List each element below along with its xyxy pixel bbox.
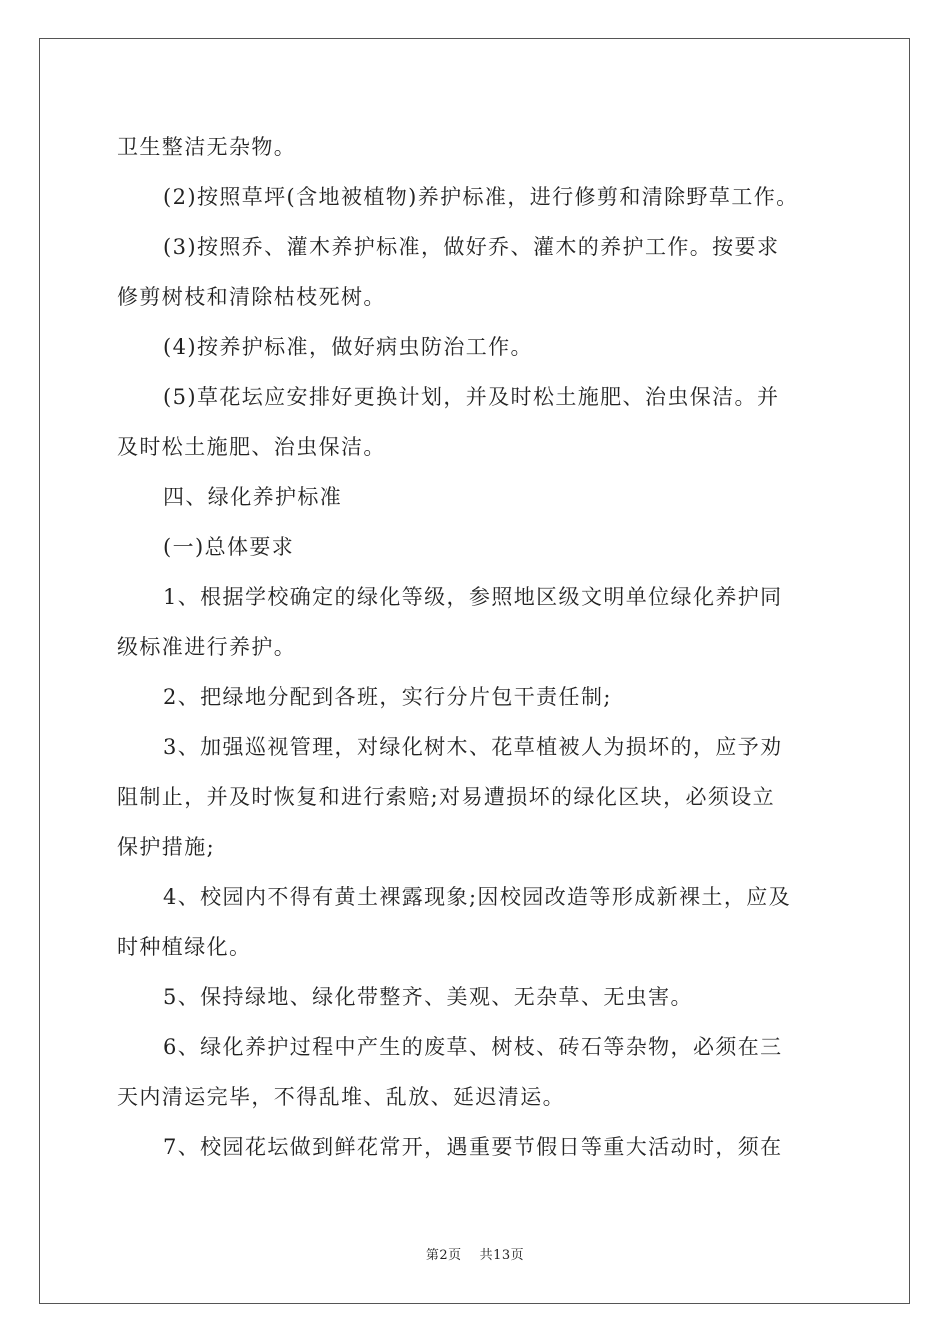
- page-total: 共13页: [479, 1248, 525, 1263]
- text-line: 1、根据学校确定的绿化等级，参照地区级文明单位绿化养护同: [163, 585, 783, 609]
- text-line: 时种植绿化。: [117, 935, 252, 959]
- text-line: 级标准进行养护。: [117, 635, 297, 659]
- text-line: 天内清运完毕，不得乱堆、乱放、延迟清运。: [117, 1085, 565, 1109]
- text-line: (3)按照乔、灌木养护标准，做好乔、灌木的养护工作。按要求: [163, 235, 780, 259]
- text-line: 保护措施;: [117, 835, 216, 859]
- text-line: 四、绿化养护标准: [163, 485, 343, 509]
- text-line: 及时松土施肥、治虫保洁。: [117, 435, 386, 459]
- text-line: (2)按照草坪(含地被植物)养护标准，进行修剪和清除野草工作。: [163, 185, 799, 209]
- page-number: 第2页: [425, 1248, 462, 1263]
- text-line: 5、保持绿地、绿化带整齐、美观、无杂草、无虫害。: [163, 985, 693, 1009]
- text-line: 4、校园内不得有黄土裸露现象;因校园改造等形成新裸土，应及: [163, 885, 792, 909]
- text-line: (4)按养护标准，做好病虫防治工作。: [163, 335, 533, 359]
- text-line: 3、加强巡视管理，对绿化树木、花草植被人为损坏的，应予劝: [163, 735, 783, 759]
- text-line: (一)总体要求: [163, 535, 295, 559]
- page-footer: [0, 1244, 950, 1263]
- text-line: 2、把绿地分配到各班，实行分片包干责任制;: [163, 685, 612, 709]
- text-line: (5)草花坛应安排好更换计划，并及时松土施肥、治虫保洁。并: [163, 385, 780, 409]
- text-line: 6、绿化养护过程中产生的废草、树枝、砖石等杂物，必须在三: [163, 1035, 783, 1059]
- text-line: 卫生整洁无杂物。: [117, 135, 297, 159]
- text-line: 修剪树枝和清除枯枝死树。: [117, 285, 386, 309]
- text-line: 7、校园花坛做到鲜花常开，遇重要节假日等重大活动时，须在: [163, 1135, 783, 1159]
- text-line: 阻制止，并及时恢复和进行索赔;对易遭损坏的绿化区块，必须设立: [117, 785, 776, 809]
- document-body: [117, 122, 835, 1172]
